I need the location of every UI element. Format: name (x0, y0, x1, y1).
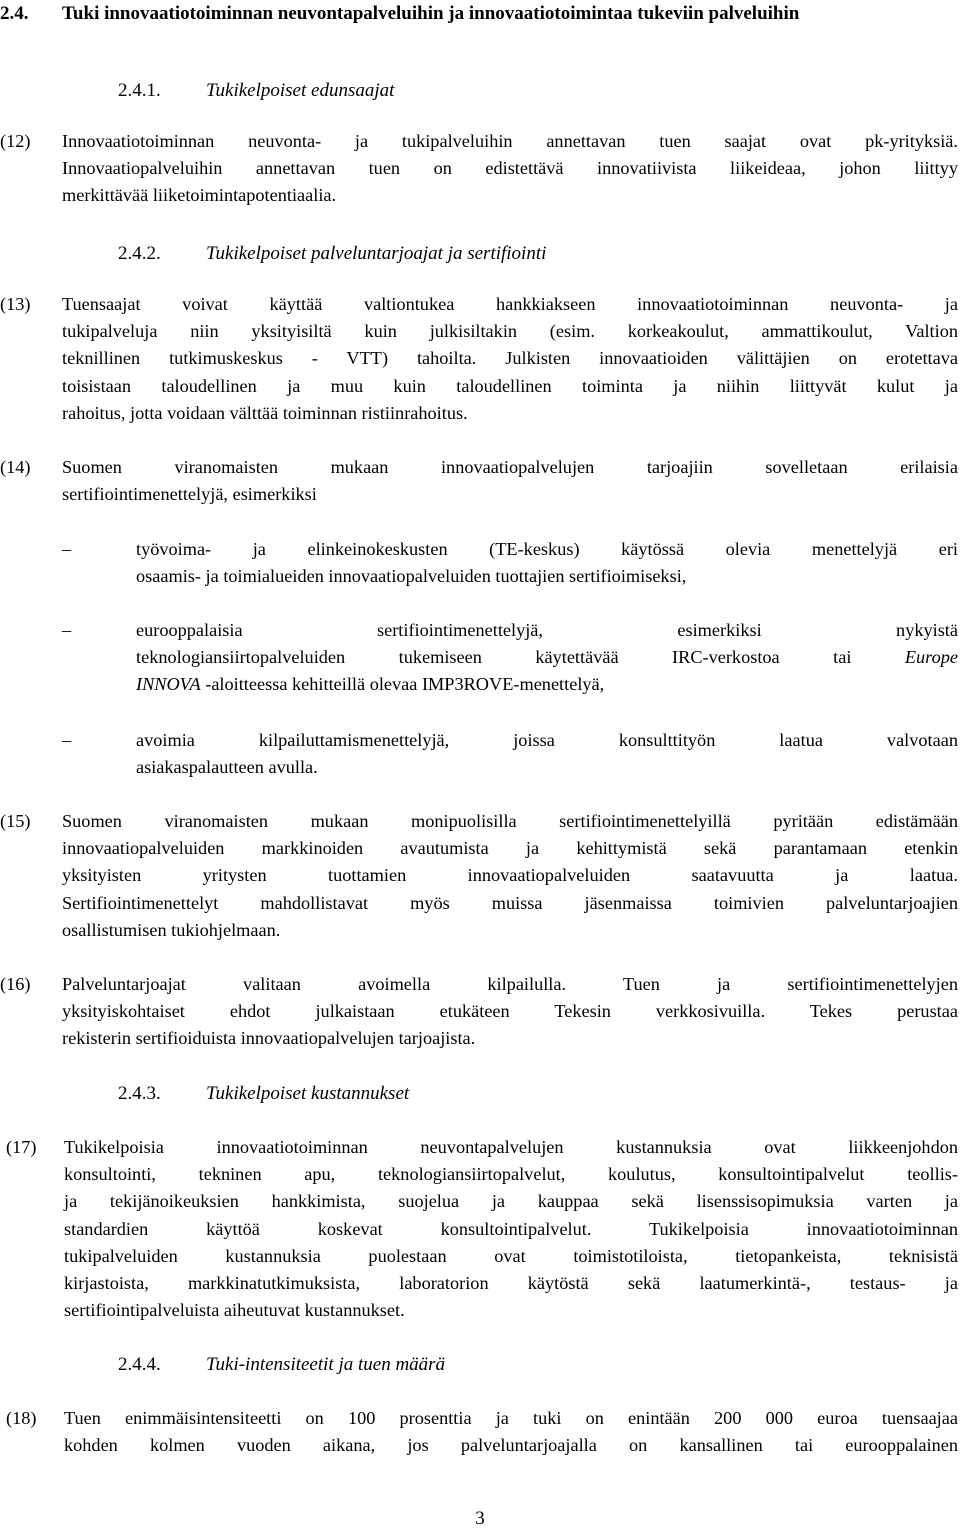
paragraph-12 (0, 128, 958, 210)
paragraph-number: (12) (0, 131, 31, 151)
text-line: osaamis- ja toimialueiden innovaatiopalveluiden tuottajien sertifioimiseksi, (136, 566, 687, 587)
dash-marker: – (62, 730, 72, 750)
text-line: Innovaatiopalveluihin annettavan tuen on edistettävä innovatiivista liikeideaa, johon liittyy (62, 158, 958, 179)
text-line: Tuen enimmäisintensiteetti on 100 prosenttia ja tuki on enintään 200 000 euroa tuensaajaa (64, 1408, 958, 1428)
text-line: eurooppalaisia sertifiointimenettelyjä, esimerkiksi nykyistä (136, 620, 958, 640)
paragraph-text (62, 808, 958, 944)
text-line: Tukikelpoisia innovaatiotoiminnan neuvontapalvelujen kustannuksia ovat liikkeenjohdon (64, 1137, 958, 1157)
text-line: rahoitus, jotta voidaan välttää toiminnan ristiinrahoitus. (62, 402, 468, 423)
paragraph-number: (17) (6, 1137, 37, 1157)
text-line: Suomen viranomaisten mukaan monipuolisilla sertifiointimenettelyillä pyritään edistämään (62, 811, 958, 831)
paragraph-number: (18) (6, 1408, 37, 1428)
subsection-number: 2.4.4. (118, 1354, 161, 1375)
text-line: yksityisten yritysten tuottamien innovaatiopalveluiden saatavuutta ja laatua. (62, 865, 958, 886)
text-line: merkittävää liiketoimintapotentiaalia. (62, 185, 337, 206)
text-line: innovaatiopalveluiden markkinoiden avautumista ja kehittymistä sekä parantamaan etenkin (62, 838, 958, 859)
section-title: Tuki innovaatiotoiminnan neuvontapalveluihin ja innovaatiotoimintaa tukeviin palveluihin (62, 3, 800, 24)
text-line: ja tekijänoikeuksien hankkimista, suojelua ja kauppaa sekä lisenssisopimuksia varten ja (64, 1191, 958, 1212)
subsection-number: 2.4.1. (118, 80, 161, 101)
subsection-title: Tuki-intensiteetit ja tuen määrä (206, 1354, 446, 1375)
dash-marker: – (62, 539, 72, 559)
text-line: teknillinen tutkimuskeskus - VTT) tahoilta. Julkisten innovaatioiden välittäjien on erotettava (62, 348, 958, 369)
paragraph-text (62, 291, 958, 427)
text-line: asiakaspalautteen avulla. (136, 757, 318, 778)
text-line: Innovaatiotoiminnan neuvonta- ja tukipalveluihin annettavan tuen saajat ovat pk-yrityksiä. (62, 131, 958, 151)
subsection-heading (118, 1351, 445, 1378)
text-line: tukipalveluiden kustannuksia puolestaan ovat toimistotiloista, tietopankeista, teknisistä (64, 1245, 958, 1266)
paragraph-16 (0, 971, 958, 1053)
subsection-heading (118, 1080, 409, 1107)
paragraph-text (62, 454, 958, 508)
text-line: tukipalveluja niin yksityisiltä kuin julkisiltakin (esim. korkeakoulut, ammattikoulut, Valtion (62, 321, 958, 342)
text-line: rekisterin sertifioiduista innovaatiopalvelujen tarjoajista. (62, 1028, 476, 1049)
text-line: yksityiskohtaiset ehdot julkaistaan etukäteen Tekesin verkkosivuilla. Tekes perustaa (62, 1001, 958, 1022)
text-line: konsultointi, tekninen apu, teknologiansiirtopalvelut, koulutus, konsultointipalvelut teollis- (64, 1164, 958, 1185)
paragraph-number: (14) (0, 457, 31, 477)
text-line: sertifiointimenettelyjä, esimerkiksi (62, 484, 317, 505)
list-item (62, 617, 958, 699)
section-heading (0, 0, 958, 27)
dash-marker: – (62, 620, 72, 640)
text-line: toisistaan taloudellinen ja muu kuin taloudellinen toiminta ja niihin liittyvät kulut ja (62, 375, 958, 396)
list-item (62, 727, 958, 781)
italic-text: Europe (904, 647, 958, 668)
text-line: työvoima- ja elinkeinokeskusten (TE-keskus) käytössä olevia menettelyjä eri (136, 539, 958, 559)
text-line: kirjastoista, markkinatutkimuksista, laboratorion käytöstä sekä laatumerkintä-, testaus- ja (64, 1273, 958, 1294)
text-line: Sertifiointimenettelyt mahdollistavat myös muissa jäsenmaissa toimivien palveluntarjoajien (62, 892, 958, 913)
section-number: 2.4. (0, 3, 29, 24)
text-line: standardien käyttöä koskevat konsultointipalvelut. Tukikelpoisia innovaatiotoiminnan (64, 1218, 958, 1239)
paragraph-text (64, 1134, 958, 1324)
text-line (136, 671, 958, 698)
paragraph-number: (15) (0, 811, 31, 831)
text-line: osallistumisen tukiohjelmaan. (62, 919, 281, 940)
subsection-title: Tukikelpoiset edunsaajat (206, 80, 395, 101)
paragraph-15 (0, 808, 958, 944)
page-number: 3 (475, 1508, 485, 1529)
list-item-text (136, 536, 958, 590)
subsection-title: Tukikelpoiset kustannukset (206, 1083, 410, 1104)
paragraph-14 (0, 454, 958, 508)
paragraph-17 (0, 1134, 958, 1324)
paragraph-number: (13) (0, 294, 31, 314)
subsection-heading (118, 240, 546, 267)
text-line: Palveluntarjoajat valitaan avoimella kilpailulla. Tuen ja sertifiointimenettelyjen (62, 974, 958, 994)
italic-text: INNOVA (136, 674, 201, 695)
text-line: kohden kolmen vuoden aikana, jos palveluntarjoajalla on kansallinen tai eurooppalainen (64, 1435, 958, 1456)
paragraph-18 (0, 1405, 958, 1459)
paragraph-number: (16) (0, 974, 31, 994)
text-line (136, 644, 958, 671)
list-item (62, 536, 958, 590)
paragraph-text (62, 971, 958, 1053)
paragraph-text (62, 128, 958, 210)
text-line: Tuensaajat voivat käyttää valtiontukea hankkiakseen innovaatiotoiminnan neuvonta- ja (62, 294, 958, 314)
paragraph-text (64, 1405, 958, 1459)
text-run: -aloitteessa kehitteillä olevaa IMP3ROVE-menettelyä, (200, 674, 605, 695)
list-item-text (136, 617, 958, 699)
subsection-title: Tukikelpoiset palveluntarjoajat ja sertifiointi (206, 243, 547, 264)
subsection-number: 2.4.3. (118, 1083, 161, 1104)
text-line: sertifiointipalveluista aiheutuvat kustannukset. (64, 1300, 405, 1321)
text-run: teknologiansiirtopalveluiden tukemiseen käytettävää IRC-verkostoa tai (136, 647, 905, 668)
subsection-number: 2.4.2. (118, 243, 161, 264)
paragraph-13 (0, 291, 958, 427)
list-item-text (136, 727, 958, 781)
text-line: Suomen viranomaisten mukaan innovaatiopalvelujen tarjoajiin sovelletaan erilaisia (62, 457, 958, 477)
text-line: avoimia kilpailuttamismenettelyjä, joissa konsulttityön laatua valvotaan (136, 730, 958, 750)
subsection-heading (118, 77, 394, 104)
